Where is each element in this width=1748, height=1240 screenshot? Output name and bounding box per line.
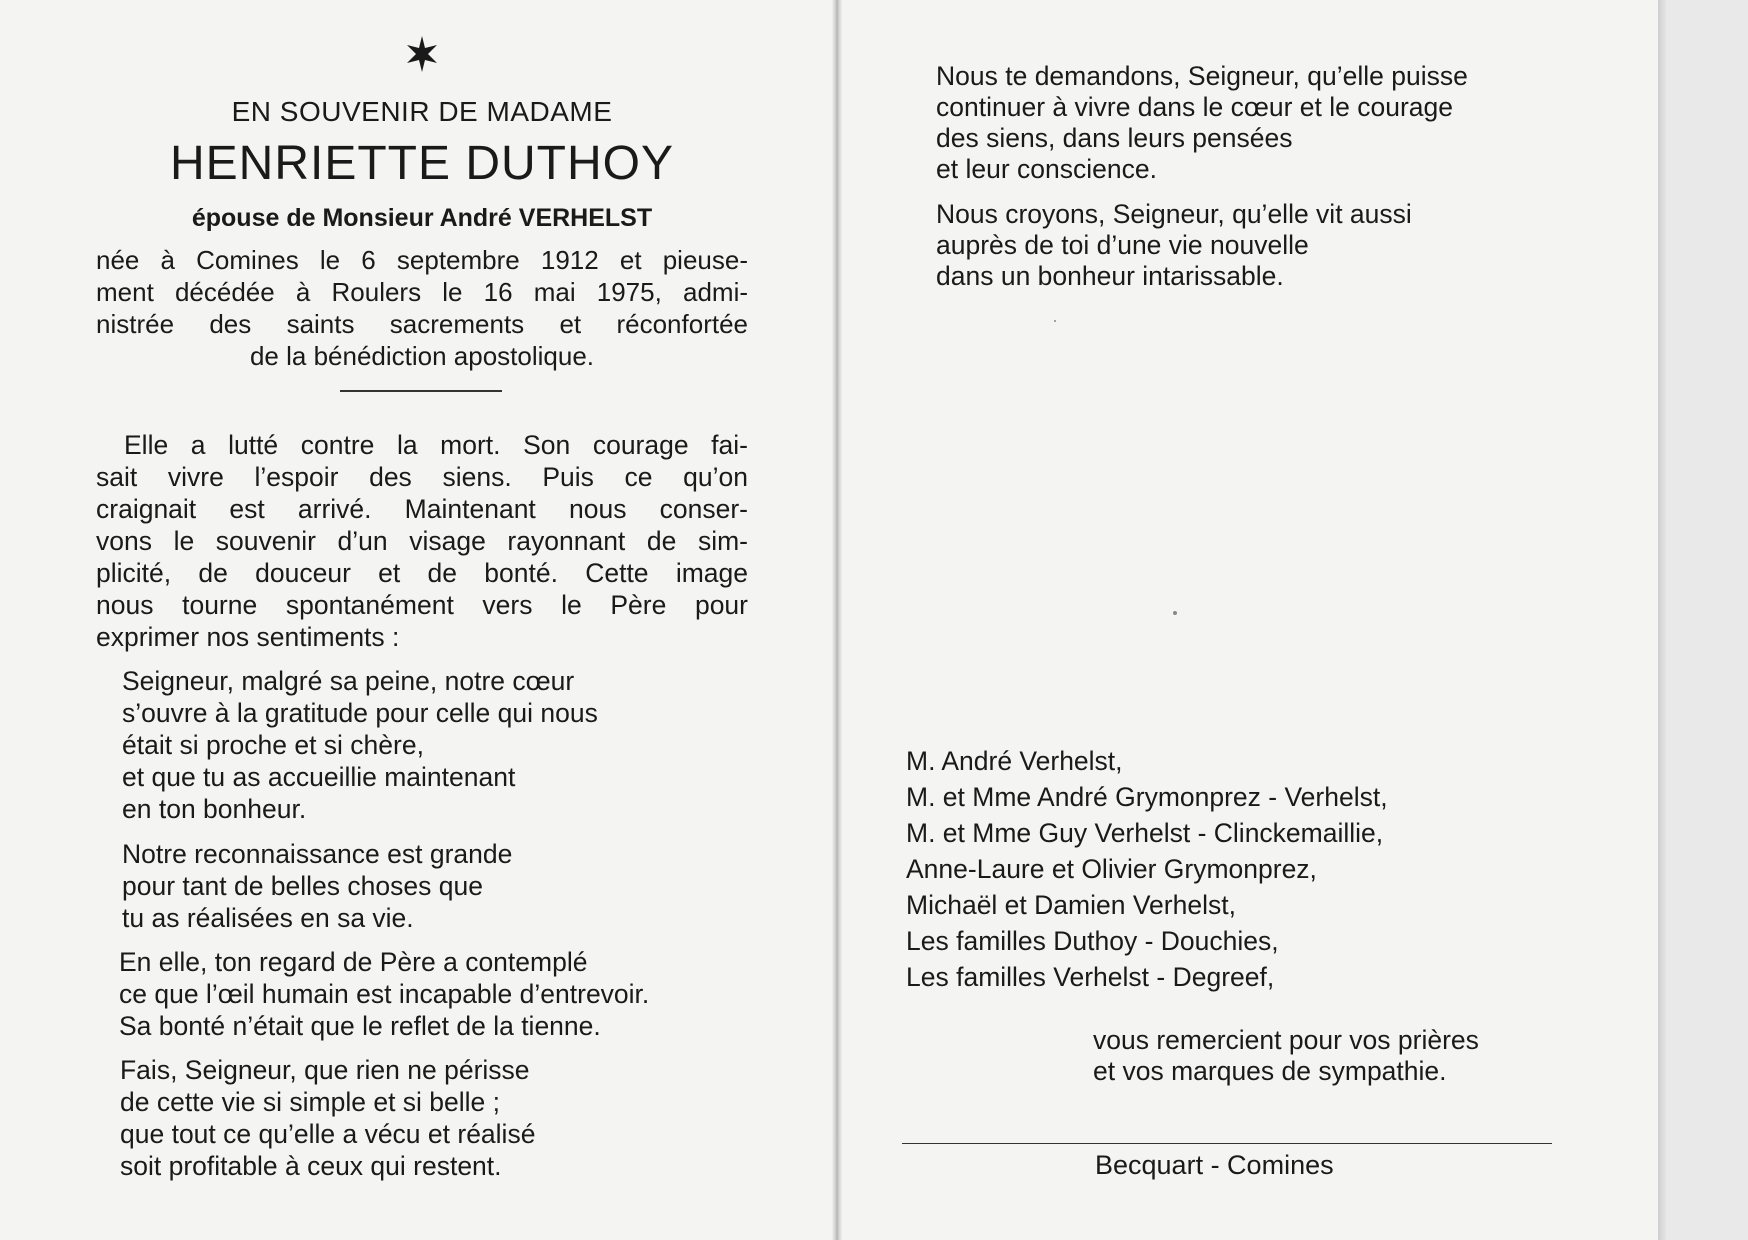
intro-line: vons le souvenir d’un visage rayonnant de sim- xyxy=(96,526,748,556)
family-member: Les familles Verhelst - Degreef, xyxy=(906,962,1275,992)
bio-line: née à Comines le 6 septembre 1912 et pieuse- xyxy=(96,245,748,275)
prayer-line: Notre reconnaissance est grande xyxy=(122,839,513,869)
prayer-line: en ton bonheur. xyxy=(122,794,307,824)
prayer-line: des siens, dans leurs pensées xyxy=(936,123,1293,153)
prayer-stanza-1 xyxy=(122,665,598,825)
bio-line: de la bénédiction apostolique. xyxy=(249,341,595,371)
prayer-line: que tout ce qu’elle a vécu et réalisé xyxy=(120,1119,536,1149)
intro-paragraph xyxy=(96,429,748,653)
prayer-line: ce que l’œil humain est incapable d’entrevoir. xyxy=(119,979,650,1009)
paper-speck xyxy=(1054,320,1056,322)
prayer-line: dans un bonheur intarissable. xyxy=(936,261,1284,291)
prayer-line: s’ouvre à la gratitude pour celle qui nous xyxy=(122,698,598,728)
bio-line: nistrée des saints sacrements et réconfortée xyxy=(96,309,748,339)
prayer-line: était si proche et si chère, xyxy=(122,730,424,760)
intro-line: Elle a lutté contre la mort. Son courage fai- xyxy=(124,430,748,460)
family-member: Anne-Laure et Olivier Grymonprez, xyxy=(906,854,1317,884)
prayer-line: Nous croyons, Seigneur, qu’elle vit aussi xyxy=(936,199,1412,229)
thanks-line: et vos marques de sympathie. xyxy=(1093,1056,1447,1086)
family-member: Michaël et Damien Verhelst, xyxy=(906,890,1236,920)
prayer-line: auprès de toi d’une vie nouvelle xyxy=(936,230,1309,260)
printer-credit: Becquart - Comines xyxy=(1095,1150,1334,1180)
prayer-stanza-4 xyxy=(120,1054,535,1182)
family-member: Les familles Duthoy - Douchies, xyxy=(906,926,1279,956)
prayer-line: continuer à vivre dans le cœur et le courage xyxy=(936,92,1454,122)
prayer-line: Fais, Seigneur, que rien ne périsse xyxy=(120,1055,530,1085)
prayer-line: et leur conscience. xyxy=(936,154,1157,184)
bio-line: ment décédée à Roulers le 16 mai 1975, admi- xyxy=(96,277,748,307)
thanks-message xyxy=(1093,1025,1479,1087)
prayer-stanza-2 xyxy=(122,838,512,934)
prayer-stanza-5 xyxy=(936,61,1468,185)
family-list xyxy=(906,743,1388,995)
divider-rule xyxy=(340,390,502,392)
prayer-line: et que tu as accueillie maintenant xyxy=(122,762,516,792)
card-fold xyxy=(832,0,842,1240)
family-member: M. et Mme André Grymonprez - Verhelst, xyxy=(906,782,1388,812)
prayer-line: tu as réalisées en sa vie. xyxy=(122,903,414,933)
thanks-line: vous remercient pour vos prières xyxy=(1093,1025,1479,1055)
intro-line: sait vivre l’espoir des siens. Puis ce qu’on xyxy=(96,462,748,492)
intro-line: plicité, de douceur et de bonté. Cette image xyxy=(96,558,748,588)
prayer-line: de cette vie si simple et si belle ; xyxy=(120,1087,501,1117)
spouse-line: épouse de Monsieur André VERHELST xyxy=(191,204,653,232)
deceased-name: HENRIETTE DUTHOY xyxy=(169,137,674,190)
memorial-heading: EN SOUVENIR DE MADAME xyxy=(231,96,613,127)
family-member: M. et Mme Guy Verhelst - Clinckemaillie, xyxy=(906,818,1384,848)
prayer-line: Nous te demandons, Seigneur, qu’elle puisse xyxy=(936,61,1468,91)
prayer-stanza-6 xyxy=(936,199,1412,292)
footer-rule xyxy=(902,1143,1552,1144)
biography xyxy=(96,244,748,372)
prayer-line: Seigneur, malgré sa peine, notre cœur xyxy=(122,666,575,696)
prayer-line: Sa bonté n’était que le reflet de la tienne. xyxy=(119,1011,601,1041)
prayer-line: soit profitable à ceux qui restent. xyxy=(120,1151,502,1181)
paper-speck xyxy=(1173,611,1177,615)
family-member: M. André Verhelst, xyxy=(906,746,1123,776)
prayer-line: En elle, ton regard de Père a contemplé xyxy=(119,947,588,977)
intro-line: craignait est arrivé. Maintenant nous conser- xyxy=(96,494,748,524)
cross-icon xyxy=(402,34,442,74)
intro-line: exprimer nos sentiments : xyxy=(96,622,400,652)
prayer-stanza-3 xyxy=(119,946,649,1042)
intro-line: nous tourne spontanément vers le Père pour xyxy=(96,590,748,620)
prayer-line: pour tant de belles choses que xyxy=(122,871,483,901)
card-edge xyxy=(1658,0,1666,1240)
